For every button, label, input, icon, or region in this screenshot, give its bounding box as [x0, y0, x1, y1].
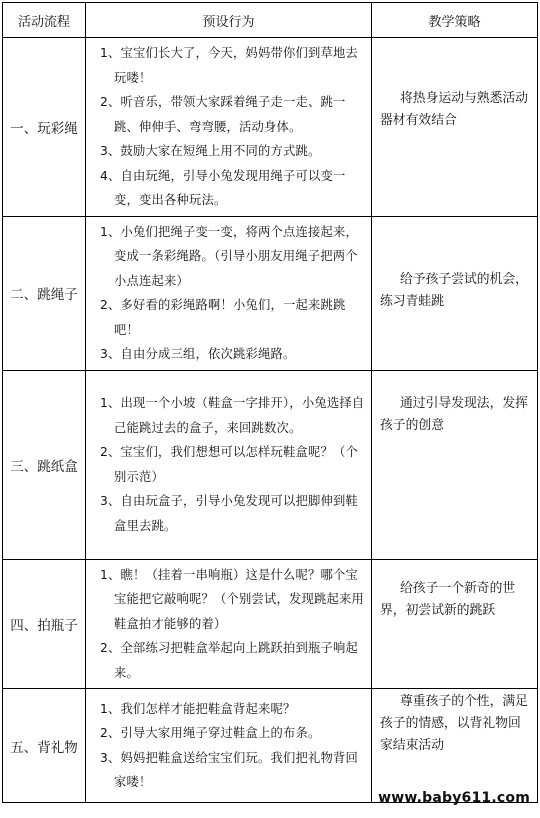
behavior-cell	[86, 689, 372, 803]
strategy-text: 给孩子一个新奇的世界，初尝试新的跳跃	[380, 580, 516, 618]
behavior-item: 2、多好看的彩绳路啊！小兔们，一起来跳跳吧！	[100, 298, 346, 337]
activity-cell: 二、跳绳子	[3, 216, 86, 370]
behavior-item: 1、瞧！（挂着一串响瓶）这是什么呢？哪个宝宝能把它敲响呢？（个别尝试，发现跳起来用鞋盒拍才能够的着）	[100, 567, 364, 631]
behavior-item: 1、出现一个小坡（鞋盒一字排开），小兔选择自己能跳过去的盒子，来回跳数次。	[100, 396, 365, 435]
site-watermark: www.baby611.com	[378, 790, 530, 806]
behavior-cell	[86, 38, 372, 217]
table-row	[3, 559, 538, 689]
strategy-cell	[372, 38, 538, 217]
table-header-row	[3, 3, 538, 38]
behavior-item: 3、自由分成三组，依次跳彩绳路。	[100, 347, 296, 361]
strategy-text: 将热身运动与熟悉活动器材有效结合	[380, 91, 528, 128]
strategy-text: 通过引导发现法，发挥孩子的创意	[380, 395, 528, 433]
header-behavior: 预设行为	[86, 3, 372, 38]
activity-cell: 四、拍瓶子	[3, 559, 86, 689]
behavior-item: 2、全部练习把鞋盒举起向上跳跃拍到瓶子响起来。	[100, 641, 358, 680]
behavior-item: 1、小兔们把绳子变一变，将两个点连接起来，变成一条彩绳路。（引导小朋友用绳子把两个小点连起来）	[100, 224, 358, 288]
behavior-item: 1、我们怎样才能把鞋盒背起来呢？	[100, 701, 296, 716]
activity-cell: 一、玩彩绳	[3, 38, 86, 217]
behavior-item: 3、妈妈把鞋盒送给宝宝们玩。我们把礼物背回家喽！	[100, 750, 358, 789]
behavior-item: 3、鼓励大家在短绳上用不同的方式跳。	[100, 144, 321, 158]
behavior-cell	[86, 559, 372, 689]
table-row	[3, 38, 538, 217]
behavior-cell	[86, 216, 372, 370]
table-row	[3, 216, 538, 370]
behavior-item: 4、自由玩绳，引导小兔发现用绳子可以变一变，变出各种玩法。	[100, 168, 346, 207]
strategy-cell	[372, 559, 538, 689]
strategy-text: 尊重孩子的个性，满足孩子的情感，以背礼物回家结束活动	[380, 694, 528, 753]
behavior-item: 2、宝宝们，我们想想可以怎样玩鞋盒呢？（个别示范）	[100, 445, 358, 484]
table-row	[3, 689, 538, 803]
behavior-item: 2、引导大家用绳子穿过鞋盒上的布条。	[100, 726, 321, 740]
behavior-item: 1、宝宝们长大了，今天，妈妈带你们到草地去玩喽！	[100, 46, 358, 85]
table-row	[3, 370, 538, 559]
strategy-text: 给予孩子尝试的机会，练习青蛙跳	[380, 271, 528, 309]
header-activity: 活动流程	[3, 3, 86, 38]
behavior-cell	[86, 370, 372, 559]
activity-cell: 三、跳纸盒	[3, 370, 86, 559]
strategy-cell	[372, 216, 538, 370]
activity-plan-table	[2, 2, 538, 803]
behavior-item: 3、自由玩盒子，引导小兔发现可以把脚伸到鞋盒里去跳。	[100, 494, 358, 533]
header-strategy: 教学策略	[372, 3, 538, 38]
behavior-item: 2、听音乐，带领大家踩着绳子走一走、跳一跳、伸伸手、弯弯腰，活动身体。	[100, 95, 346, 134]
strategy-cell	[372, 689, 538, 803]
activity-cell: 五、背礼物	[3, 689, 86, 803]
strategy-cell	[372, 370, 538, 559]
